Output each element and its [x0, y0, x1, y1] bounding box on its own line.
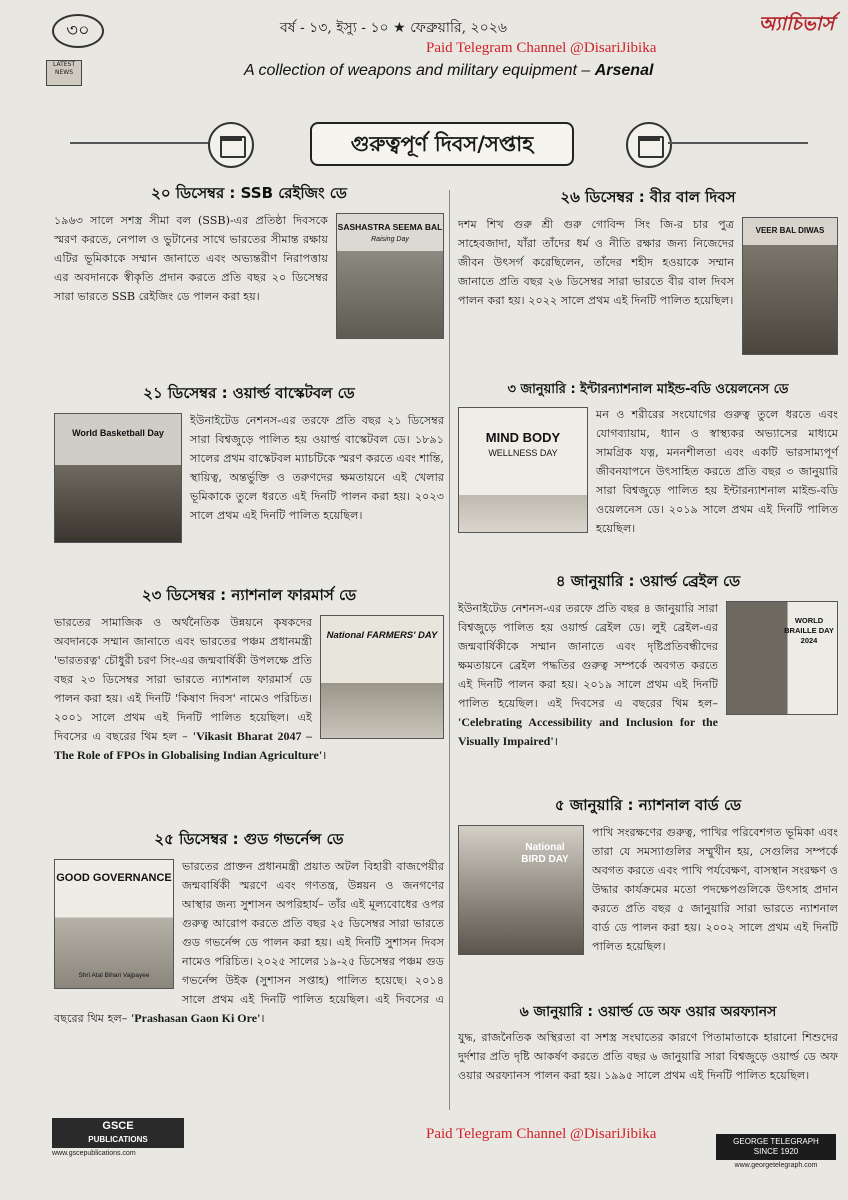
- page-footer: [0, 1108, 848, 1200]
- article-title: ২০ ডিসেম্বর : SSB রেইজিং ডে: [151, 184, 347, 202]
- bird-day-image: [458, 825, 584, 955]
- gt-name: GEORGE TELEGRAPH: [733, 1137, 819, 1146]
- article-national-farmers-day: [54, 584, 444, 765]
- article-title: ৬ জানুয়ারি : ওয়ার্ল্ড ডে অফ ওয়ার অরফ্যানস: [519, 1004, 777, 1020]
- article-body: মন ও শরীরের সংযোগের গুরুত্ব তুলে ধরতে এবং যোগব্যায়াম, ধ্যান ও স্বাস্থ্যকর অভ্যাসের মাধ্যমে সামগ্রিক যত্ন, মননশীলতা এবং একটি ভারসাম্যপূর্ণ জীবনযাপনে উৎসাহিত করতে প্রতি বছর ৩ জানুয়ারি সারা বিশ্বজুড়ে পালিত হয় ইন্টারন্যাশনাল মাইন্ড-বডি ওয়েলনেস ডে। ২০১৯ সালে প্রথম এই দিনটি পালিত হয়েছিল।: [596, 408, 838, 535]
- issue-info: বর্ষ - ১৩, ইস্যু - ১০ ★ ফেব্রুয়ারি, ২০২৬: [280, 20, 507, 36]
- image-subcaption: Raising Day: [371, 236, 409, 243]
- body-text: ইউনাইটেড নেশনস-এর তরফে প্রতি বছর ৪ জানুয়ারি সারা বিশ্বজুড়ে পালিত হয় ওয়ার্ল্ড ব্রেইল ডে। লুই ব্রেইল-এর জন্মবার্ষিকীকে সম্মান জানাতে এবং দৃষ্টিপ্রতিবন্ধীদের ক্ষমতায়নে ব্রেইল পদ্ধতির গুরুত্ব সম্পর্কে অবগত করতে এই দিনটি পালন করা হয়। ২০১৯ সালে প্রথম এই দিনটি পালিত হয়েছিল। এই দিবসের এ বছরের থিম হল–: [458, 602, 718, 710]
- ssb-image: [336, 213, 444, 339]
- image-caption: MIND BODY: [485, 430, 561, 445]
- good-governance-image: [54, 859, 174, 989]
- article-world-basketball-day: [54, 382, 444, 547]
- mind-body-image: [458, 407, 588, 533]
- gsce-name: GSCE: [102, 1120, 134, 1132]
- article-title: ২৩ ডিসেম্বর : ন্যাশনাল ফারমার্স ডে: [141, 586, 357, 604]
- page-header: [0, 0, 848, 60]
- image-subcaption: Shri Atal Bihari Vajpayee: [78, 972, 150, 979]
- tagline: [244, 62, 653, 80]
- theme-text: 'Prashasan Gaon Ki Ore': [130, 1011, 261, 1025]
- basketball-image: [54, 413, 182, 543]
- calendar-icon: [626, 122, 672, 168]
- article-body: দশম শিখ গুরু শ্রী গুরু গোবিন্দ সিং জি-র চার পুত্র সাহেবজাদা, যাঁরা তাঁদের ধর্ম ও নীতি রক্ষার জন্য নিজেদের জীবন উৎসর্গ করেছিলেন, তাঁদের শহীদ হওয়াকে সম্মান জানাতে প্রতি বছর ২৬ ডিসেম্বর সারা ভারতে বীর বাল দিবস পালন করা হয়। ২০২২ সালে প্রথম এই দিনটি পালিত হয়েছিল।: [458, 218, 734, 307]
- image-caption: World Basketball Day: [72, 428, 164, 438]
- article-title: ৪ জানুয়ারি : ওয়ার্ল্ড ব্রেইল ডে: [555, 572, 741, 590]
- article-body: পাখি সংরক্ষণের গুরুত্ব, পাখির পরিবেশগত ভূমিকা এবং তারা যে সমস্যাগুলির সম্মুখীন হয়, সেগুলির সম্পর্কে অবগত করতে এবং পাখি পর্যবেক্ষণ, বাসস্থান সংরক্ষণ ও উদ্ধার কার্যক্রমের মতো পদক্ষেপগুলিকে উৎসাহ প্রদান করতে প্রতি বছর ৫ জানুয়ারি সারা ভারতে ন্যাশনাল বার্ড ডে পালন করা হয়। ২০০২ সালে প্রথম এই দিনটি পালিত হয়েছিল।: [592, 826, 838, 953]
- braille-day-image: [726, 601, 838, 715]
- article-world-braille-day: [458, 570, 838, 751]
- watermark-top: Paid Telegram Channel @DisariJibika: [426, 40, 657, 56]
- image-caption: National FARMERS' DAY: [326, 630, 438, 641]
- gsce-logo: [52, 1118, 184, 1148]
- gt-url: www.georgetelegraph.com: [734, 1162, 818, 1169]
- article-mind-body-wellness-day: [458, 380, 838, 538]
- latest-news-icon: LATEST NEWS: [46, 60, 82, 86]
- gsce-url: www.gscepublications.com: [52, 1150, 136, 1157]
- body-text: ভারতের প্রাক্তন প্রধানমন্ত্রী প্রয়াত অটল বিহারী বাজপেয়ীর জন্মবার্ষিকী স্মরণে এবং গণতন্ত্র, উন্নয়ন ও জনগণের আস্থার জন্য সুশাসন অপরিহার্য– তাঁর এই মূল্যবোধের ওপর গুরুত্ব আরোপ করতে প্রতি বছর ২৫ ডিসেম্বর সারা ভারতে গুড গভর্নেন্স ডে পালন করা হয়। এই দিনটি সুশাসন দিবস নামেও পরিচিত। ২০২৫ সালের ১৯-২৫ ডিসেম্বর পঞ্চম গুড গভর্নেন্স উইক (সুশাসন সপ্তাহ) পালিত হয়েছে। ২০১৪ সালে প্রথম এই দিনটি পালিত হয়েছিল। এই দিবসের এ বছরের থিম হল–: [54, 860, 444, 1025]
- article-war-orphans-day: [458, 1000, 838, 1085]
- page-number: ৩০: [52, 14, 104, 48]
- article-body: যুদ্ধ, রাজনৈতিক অস্থিরতা বা সশস্ত্র সংঘাতের কারণে পিতামাতাকে হারানো শিশুদের দুর্দশার প্রতি দৃষ্টি আকর্ষণ করতে প্রতি বছর ৬ জানুয়ারি সারা বিশ্বজুড়ে ওয়ার্ল্ড ডে অফ ওয়ার অরফ্যানস পালন করা হয়। ১৯৯৫ সালে প্রথম এই দিনটি পালিত হয়েছিল।: [458, 1031, 838, 1082]
- article-title: ২৬ ডিসেম্বর : বীর বাল দিবস: [560, 188, 736, 206]
- body-tail: ।: [322, 749, 327, 762]
- article-good-governance-day: [54, 828, 444, 1028]
- george-telegraph-logo: [716, 1134, 836, 1160]
- body-text: ভারতের সামাজিক ও অর্থনৈতিক উন্নয়নে কৃষকদের অবদানকে সম্মান জানাতে এবং ভারতের পঞ্চম প্রধানমন্ত্রী 'ভারতরত্ন' চৌধুরী চরণ সিং-এর জন্মবার্ষিকী উপলক্ষে প্রতি বছর ২৩ ডিসেম্বর সারা ভারতে ন্যাশনাল ফারমার্স ডে পালন করা হয়। এই দিনটি 'কিষাণ দিবস' নামেও পরিচিত। ২০০১ সালে প্রথম এই দিনটি পালিত হয়েছিল। এই দিবসের এ বছরের থিম হল –: [54, 616, 312, 743]
- image-caption: VEER BAL DIWAS: [755, 226, 825, 235]
- article-national-bird-day: [458, 794, 838, 959]
- article-title: ২১ ডিসেম্বর : ওয়ার্ল্ড বাস্কেটবল ডে: [143, 384, 355, 402]
- image-subcaption: WELLNESS DAY: [488, 448, 558, 458]
- watermark-bottom: Paid Telegram Channel @DisariJibika: [426, 1126, 657, 1142]
- article-title: ৫ জানুয়ারি : ন্যাশনাল বার্ড ডে: [554, 796, 742, 814]
- banner-rule-right: [668, 142, 808, 144]
- image-caption: WORLD BRAILLE DAY 2024: [784, 616, 834, 645]
- theme-text: 'Vikasit Bharat 2047 – The Role of FPOs in Globalising Indian Agriculture': [54, 729, 323, 762]
- veer-bal-image: [742, 217, 838, 355]
- image-caption: GOOD GOVERNANCE: [56, 872, 172, 884]
- article-veer-bal-diwas: [458, 186, 838, 359]
- image-caption: National BIRD DAY: [521, 842, 569, 865]
- article-body: ১৯৬৩ সালে সশস্ত্র সীমা বল (SSB)-এর প্রতিষ্ঠা দিবসকে স্মরণ করতে, নেপাল ও ভুটানের সাথে ভারতের সীমান্ত রক্ষায় এটির ভূমিকাকে সম্মান জানাতে এবং অভ্যন্তরীণ নিরাপত্তায় এর অবদানকে স্বীকৃতি প্রদান করতে প্রতি বছর ২০ ডিসেম্বর সারা ভারতে SSB রেইজিং ডে পালন করা হয়।: [54, 214, 328, 303]
- section-banner: [56, 118, 826, 170]
- calendar-icon: [208, 122, 254, 168]
- section-title: গুরুত্বপূর্ণ দিবস/সপ্তাহ: [310, 122, 574, 166]
- body-tail: ।: [260, 1012, 265, 1025]
- tagline-bold: Arsenal: [594, 62, 654, 79]
- farmers-day-image: [320, 615, 444, 739]
- image-caption: SASHASTRA SEEMA BAL: [337, 222, 443, 232]
- brand-logo: অ্যাচিভার্স: [758, 13, 834, 35]
- gt-since: SINCE 1920: [753, 1147, 799, 1156]
- column-divider: [449, 190, 450, 1110]
- article-title: ২৫ ডিসেম্বর : গুড গভর্নেন্স ডে: [154, 830, 344, 848]
- banner-rule-left: [70, 142, 210, 144]
- theme-text: 'Celebrating Accessibility and Inclusion for the Visually Impaired': [458, 715, 718, 748]
- tagline-text: A collection of weapons and military equipment –: [244, 62, 595, 79]
- article-ssb-raising-day: [54, 182, 444, 343]
- gsce-sub: PUBLICATIONS: [88, 1135, 148, 1144]
- body-tail: ।: [553, 735, 558, 748]
- article-body: ইউনাইটেড নেশনস-এর তরফে প্রতি বছর ২১ ডিসেম্বর সারা বিশ্বজুড়ে পালিত হয় ওয়ার্ল্ড বাস্কেটবল ডে। ১৮৯১ সালের প্রথম বাস্কেটবল ম্যাচটিকে স্মরণ করতে এবং শান্তি, স্থায়িত্ব, অন্তর্ভুক্তি ও তরুণদের ক্ষমতায়নে এই খেলার ভূমিকাকে তুলে ধরতে এই দিনটি পালন করা হয়। ২০২৩ সালে প্রথম এই দিনটি পালিত হয়েছিল।: [190, 414, 444, 522]
- article-title: ৩ জানুয়ারি : ইন্টারন্যাশনাল মাইন্ড-বডি ওয়েলনেস ডে: [507, 382, 789, 397]
